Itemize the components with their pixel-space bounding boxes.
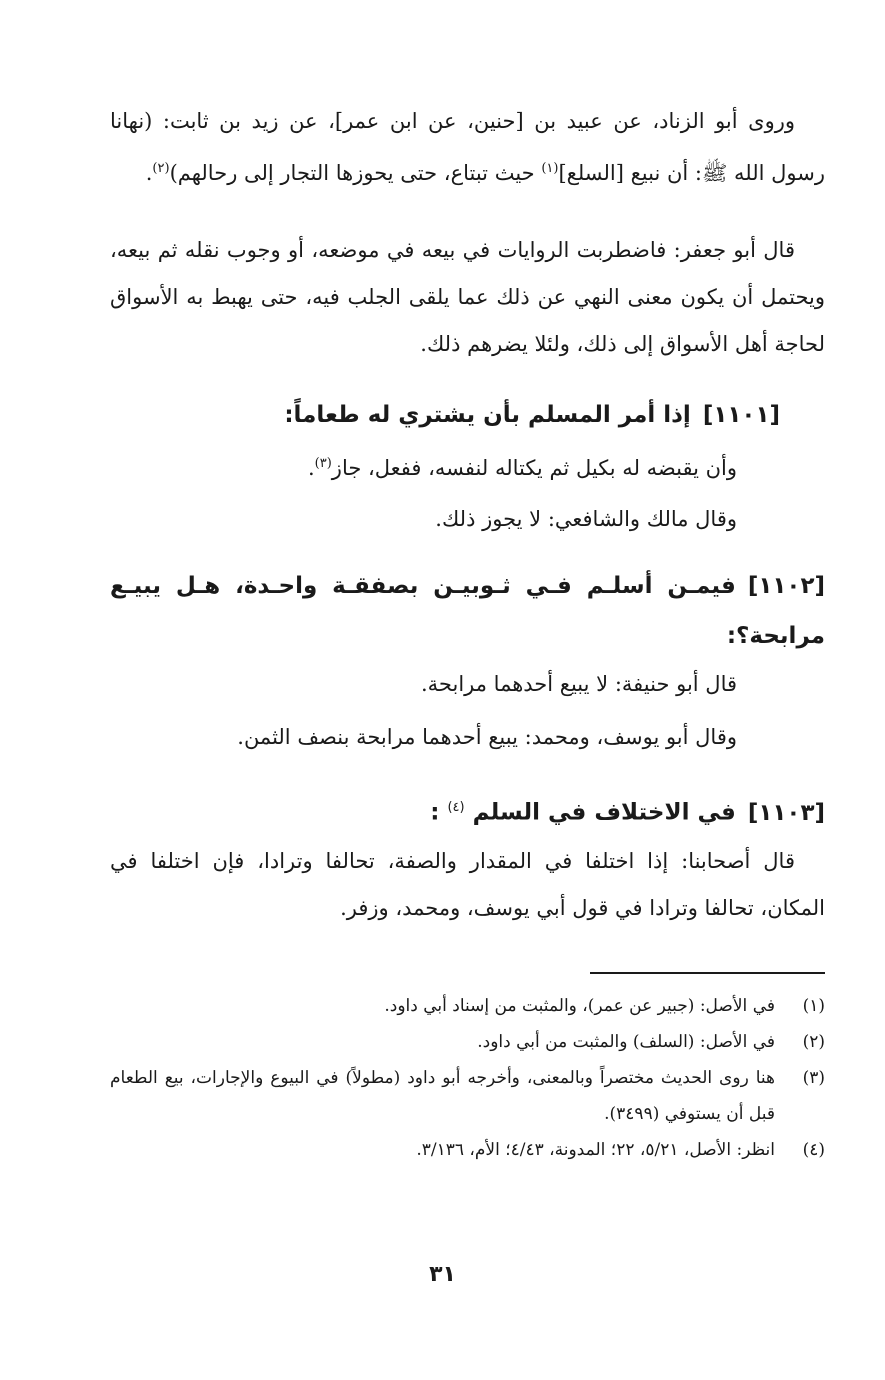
footnote-text: في الأصل: (السلف) والمثبت من أبي داود. <box>477 1031 775 1052</box>
paragraph-text: وروى أبو الزناد، عن عبيد بن [حنين، عن ابن عمر]، عن زيد بن ثابت: (نهانا رسول الله ﷺ: أن نبيع [السلع] <box>110 109 825 185</box>
footnote-mark: (١) <box>802 995 825 1016</box>
footnote-text: هنا روى الحديث مختصراً وبالمعنى، وأخرجه أبو داود (مطولاً) في البيوع والإجارات، بيع الطعام قبل أن يستوفي (٣٤٩٩). <box>110 1067 775 1124</box>
footnote-item <box>110 1024 825 1060</box>
line-text: وقال أبو يوسف، ومحمد: يبيع أحدهما مرابحة بنصف الثمن. <box>237 725 737 749</box>
section-heading-1102 <box>110 561 825 661</box>
section-line <box>110 440 825 492</box>
footnote-mark: (٣) <box>802 1067 825 1088</box>
section-title: إذا أمر المسلم بأن يشتري له طعاماً: <box>284 402 691 428</box>
footnote-ref[interactable]: (١) <box>541 161 559 176</box>
footnote-item <box>110 988 825 1024</box>
section-title: في الاختلاف في السلم <box>472 799 736 826</box>
footnote-ref[interactable]: (٢) <box>152 161 170 176</box>
section-title-end: : <box>430 799 440 826</box>
footnote-text: انظر: الأصل، ٥/٢١، ٢٢؛ المدونة، ٤/٤٣؛ الأم، ٣/١٣٦. <box>416 1139 775 1160</box>
section-line <box>110 661 825 708</box>
footnote-mark: (٤) <box>802 1139 825 1160</box>
section-title: فيمـن أسلـم فـي ثـوبيـن بصفقـة واحـدة، هـل يبيـع مرابحة؟: <box>110 573 825 649</box>
footnote-mark: (٢) <box>802 1031 825 1052</box>
line-text: وقال مالك والشافعي: لا يجوز ذلك. <box>435 507 737 531</box>
footnote-ref[interactable]: (٣) <box>314 456 332 471</box>
line-text: وأن يقبضه له بكيل ثم يكتاله لنفسه، ففعل، جاز <box>331 456 737 480</box>
paragraph-ashabuna: قال أصحابنا: إذا اختلفا في المقدار والصفة، تحالفا وترادا، فإن اختلفا في المكان، تحالفا وترادا في قول أبي يوسف، ومحمد، وزفر. <box>110 848 825 920</box>
footnote-text: في الأصل: (جبير عن عمر)، والمثبت من إسناد أبي داود. <box>384 995 775 1016</box>
line-text: قال أبو حنيفة: لا يبيع أحدهما مرابحة. <box>420 672 737 696</box>
paragraph-text: . <box>145 161 153 185</box>
footnote-divider <box>590 972 825 974</box>
line-text: . <box>307 456 315 480</box>
footnote-item <box>110 1132 825 1168</box>
section-heading-1103 <box>110 783 825 838</box>
section-heading-1101 <box>110 390 825 440</box>
footnotes <box>110 988 825 1168</box>
section-line <box>110 496 825 543</box>
page-number: ٣١ <box>429 1262 456 1287</box>
section-number: [١١٠٢] <box>747 573 825 599</box>
section-number: [١١٠٣] <box>747 799 825 826</box>
paragraph-hadith <box>110 98 825 197</box>
footnote-item <box>110 1060 825 1132</box>
paragraph-abu-jafar: قال أبو جعفر: فاضطربت الروايات في بيعه في موضعه، أو وجوب نقله ثم بيعه، ويحتمل أن يكون معنى النهي عن ذلك عما يلقى الجلب فيه، حتى يهبط به الأسواق لحاجة أهل الأسواق إلى ذلك، ولئلا يضرهم ذلك. <box>110 238 825 356</box>
footnote-ref[interactable]: (٤) <box>447 800 465 815</box>
paragraph-text: حيث تبتاع، حتى يحوزها التجار إلى رحالهم) <box>169 161 542 185</box>
section-line <box>110 714 825 761</box>
section-number: [١١٠١] <box>702 402 780 428</box>
